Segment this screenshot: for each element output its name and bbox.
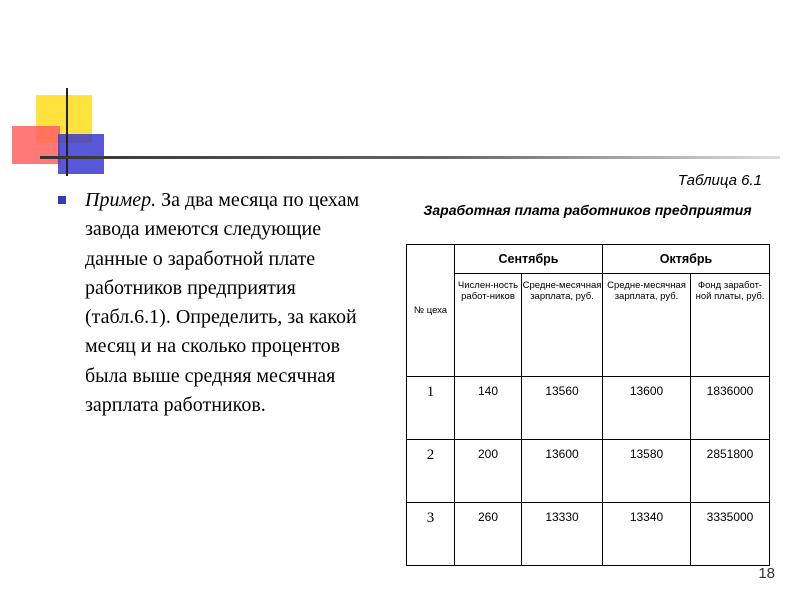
- headcount-cell: 140: [455, 377, 522, 440]
- headcount-cell: 260: [455, 503, 522, 566]
- wage-fund-cell: 2851800: [691, 440, 770, 503]
- table-title: Заработная плата работников предприятия: [423, 202, 752, 218]
- shop-number: 2: [407, 440, 455, 503]
- shop-number: 3: [407, 503, 455, 566]
- table-row: [407, 440, 770, 503]
- subheader-wage-fund: Фонд заработ-ной платы, руб.: [691, 274, 770, 377]
- avg-salary-oct-cell: 13580: [603, 440, 691, 503]
- title-divider: [40, 156, 780, 159]
- avg-salary-sep-cell: 13600: [522, 440, 603, 503]
- month-header-september: Сентябрь: [455, 245, 603, 274]
- shop-number: 1: [407, 377, 455, 440]
- subheader-avg-salary-sep: Средне-месячная зарплата, руб.: [522, 274, 603, 377]
- wage-fund-cell: 1836000: [691, 377, 770, 440]
- avg-salary-sep-cell: 13330: [522, 503, 603, 566]
- example-lead: Пример.: [85, 189, 157, 211]
- subheader-headcount: Числен-ность работ-ников: [455, 274, 522, 377]
- headcount-cell: 200: [455, 440, 522, 503]
- decor-blue-square: [58, 134, 104, 174]
- decor-vertical-line: [66, 88, 68, 176]
- example-body: За два месяца по цехам завода имеются следующие данные о заработной плате работников предприятия (табл.6.1). Определить, за какой месяц и на сколько процентов была выше средняя месячная зарплата работников.: [85, 189, 360, 417]
- subheader-avg-salary-oct: Средне-месячная зарплата, руб.: [603, 274, 691, 377]
- month-header-october: Октябрь: [603, 245, 770, 274]
- table-number: Таблица 6.1: [677, 172, 762, 189]
- shop-header: № цеха: [407, 245, 455, 377]
- avg-salary-oct-cell: 13340: [603, 503, 691, 566]
- table-row: [407, 377, 770, 440]
- page-number: 18: [758, 565, 775, 582]
- wage-fund-cell: 3335000: [691, 503, 770, 566]
- avg-salary-sep-cell: 13560: [522, 377, 603, 440]
- bullet-icon: [58, 196, 66, 204]
- avg-salary-oct-cell: 13600: [603, 377, 691, 440]
- wage-table: [406, 244, 770, 566]
- example-text: [85, 186, 385, 420]
- table-row: [407, 503, 770, 566]
